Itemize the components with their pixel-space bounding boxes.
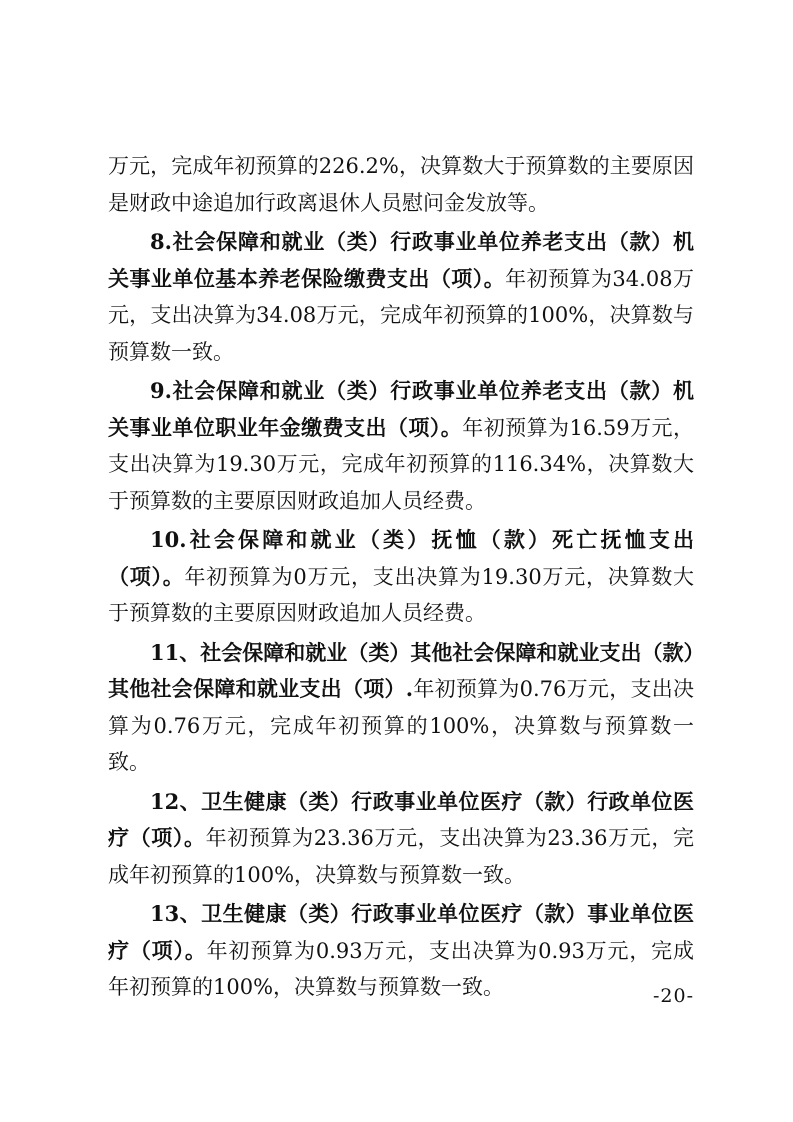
paragraph-heading: 13、卫生健康（类）行政事业单位医疗（款）事业单位医疗（项）。 [108, 901, 694, 963]
paragraph-text: 年初预算为16.59万元，支出决算为19.30万元，完成年初预算的116.34%，决算数大于预算数的主要原因财政追加人员经费。 [108, 415, 694, 513]
paragraph-item-10 [108, 522, 694, 632]
paragraph-item-8 [108, 224, 694, 370]
paragraph-text: 年初预算为0.93万元，支出决算为0.93万元，完成年初预算的100%，决算数与预算数一致。 [108, 938, 695, 999]
paragraph-item-13 [108, 896, 694, 1006]
paragraph-heading: 11、社会保障和就业（类）其他社会保障和就业支出（款）其他社会保障和就业支出（项）. [108, 639, 694, 701]
body-text [108, 148, 694, 1009]
paragraph-heading: 12、卫生健康（类）行政事业单位医疗（款）行政单位医疗（项）。 [108, 788, 694, 850]
paragraph-item-12 [108, 784, 694, 894]
paragraph-heading: 10.社会保障和就业（类）抚恤（款）死亡抚恤支出（项）。 [108, 527, 694, 589]
page-number: -20- [652, 985, 694, 1007]
paragraph-text: 年初预算为0万元，支出决算为19.30万元，决算数大于预算数的主要原因财政追加人员经费。 [108, 564, 694, 625]
paragraph-continuation [108, 148, 694, 221]
paragraph-item-11 [108, 635, 694, 781]
paragraph-heading: 8.社会保障和就业（类）行政事业单位养老支出（款）机关事业单位基本养老保险缴费支出（项）。 [108, 229, 694, 291]
paragraph-text: 年初预算为34.08万元，支出决算为34.08万元，完成年初预算的100%，决算数与预算数一致。 [108, 266, 695, 364]
paragraph-text: 年初预算为0.76万元，支出决算为0.76万元，完成年初预算的100%，决算数与预算数一致。 [108, 677, 694, 774]
paragraph-text: 万元，完成年初预算的226.2%，决算数大于预算数的主要原因是财政中途追加行政离退休人员慰问金发放等。 [108, 154, 694, 215]
paragraph-item-9 [108, 373, 694, 519]
paragraph-text: 年初预算为23.36万元，支出决算为23.36万元，完成年初预算的100%，决算数与预算数一致。 [108, 826, 694, 887]
paragraph-heading: 9.社会保障和就业（类）行政事业单位养老支出（款）机关事业单位职业年金缴费支出（项）。 [108, 378, 694, 440]
